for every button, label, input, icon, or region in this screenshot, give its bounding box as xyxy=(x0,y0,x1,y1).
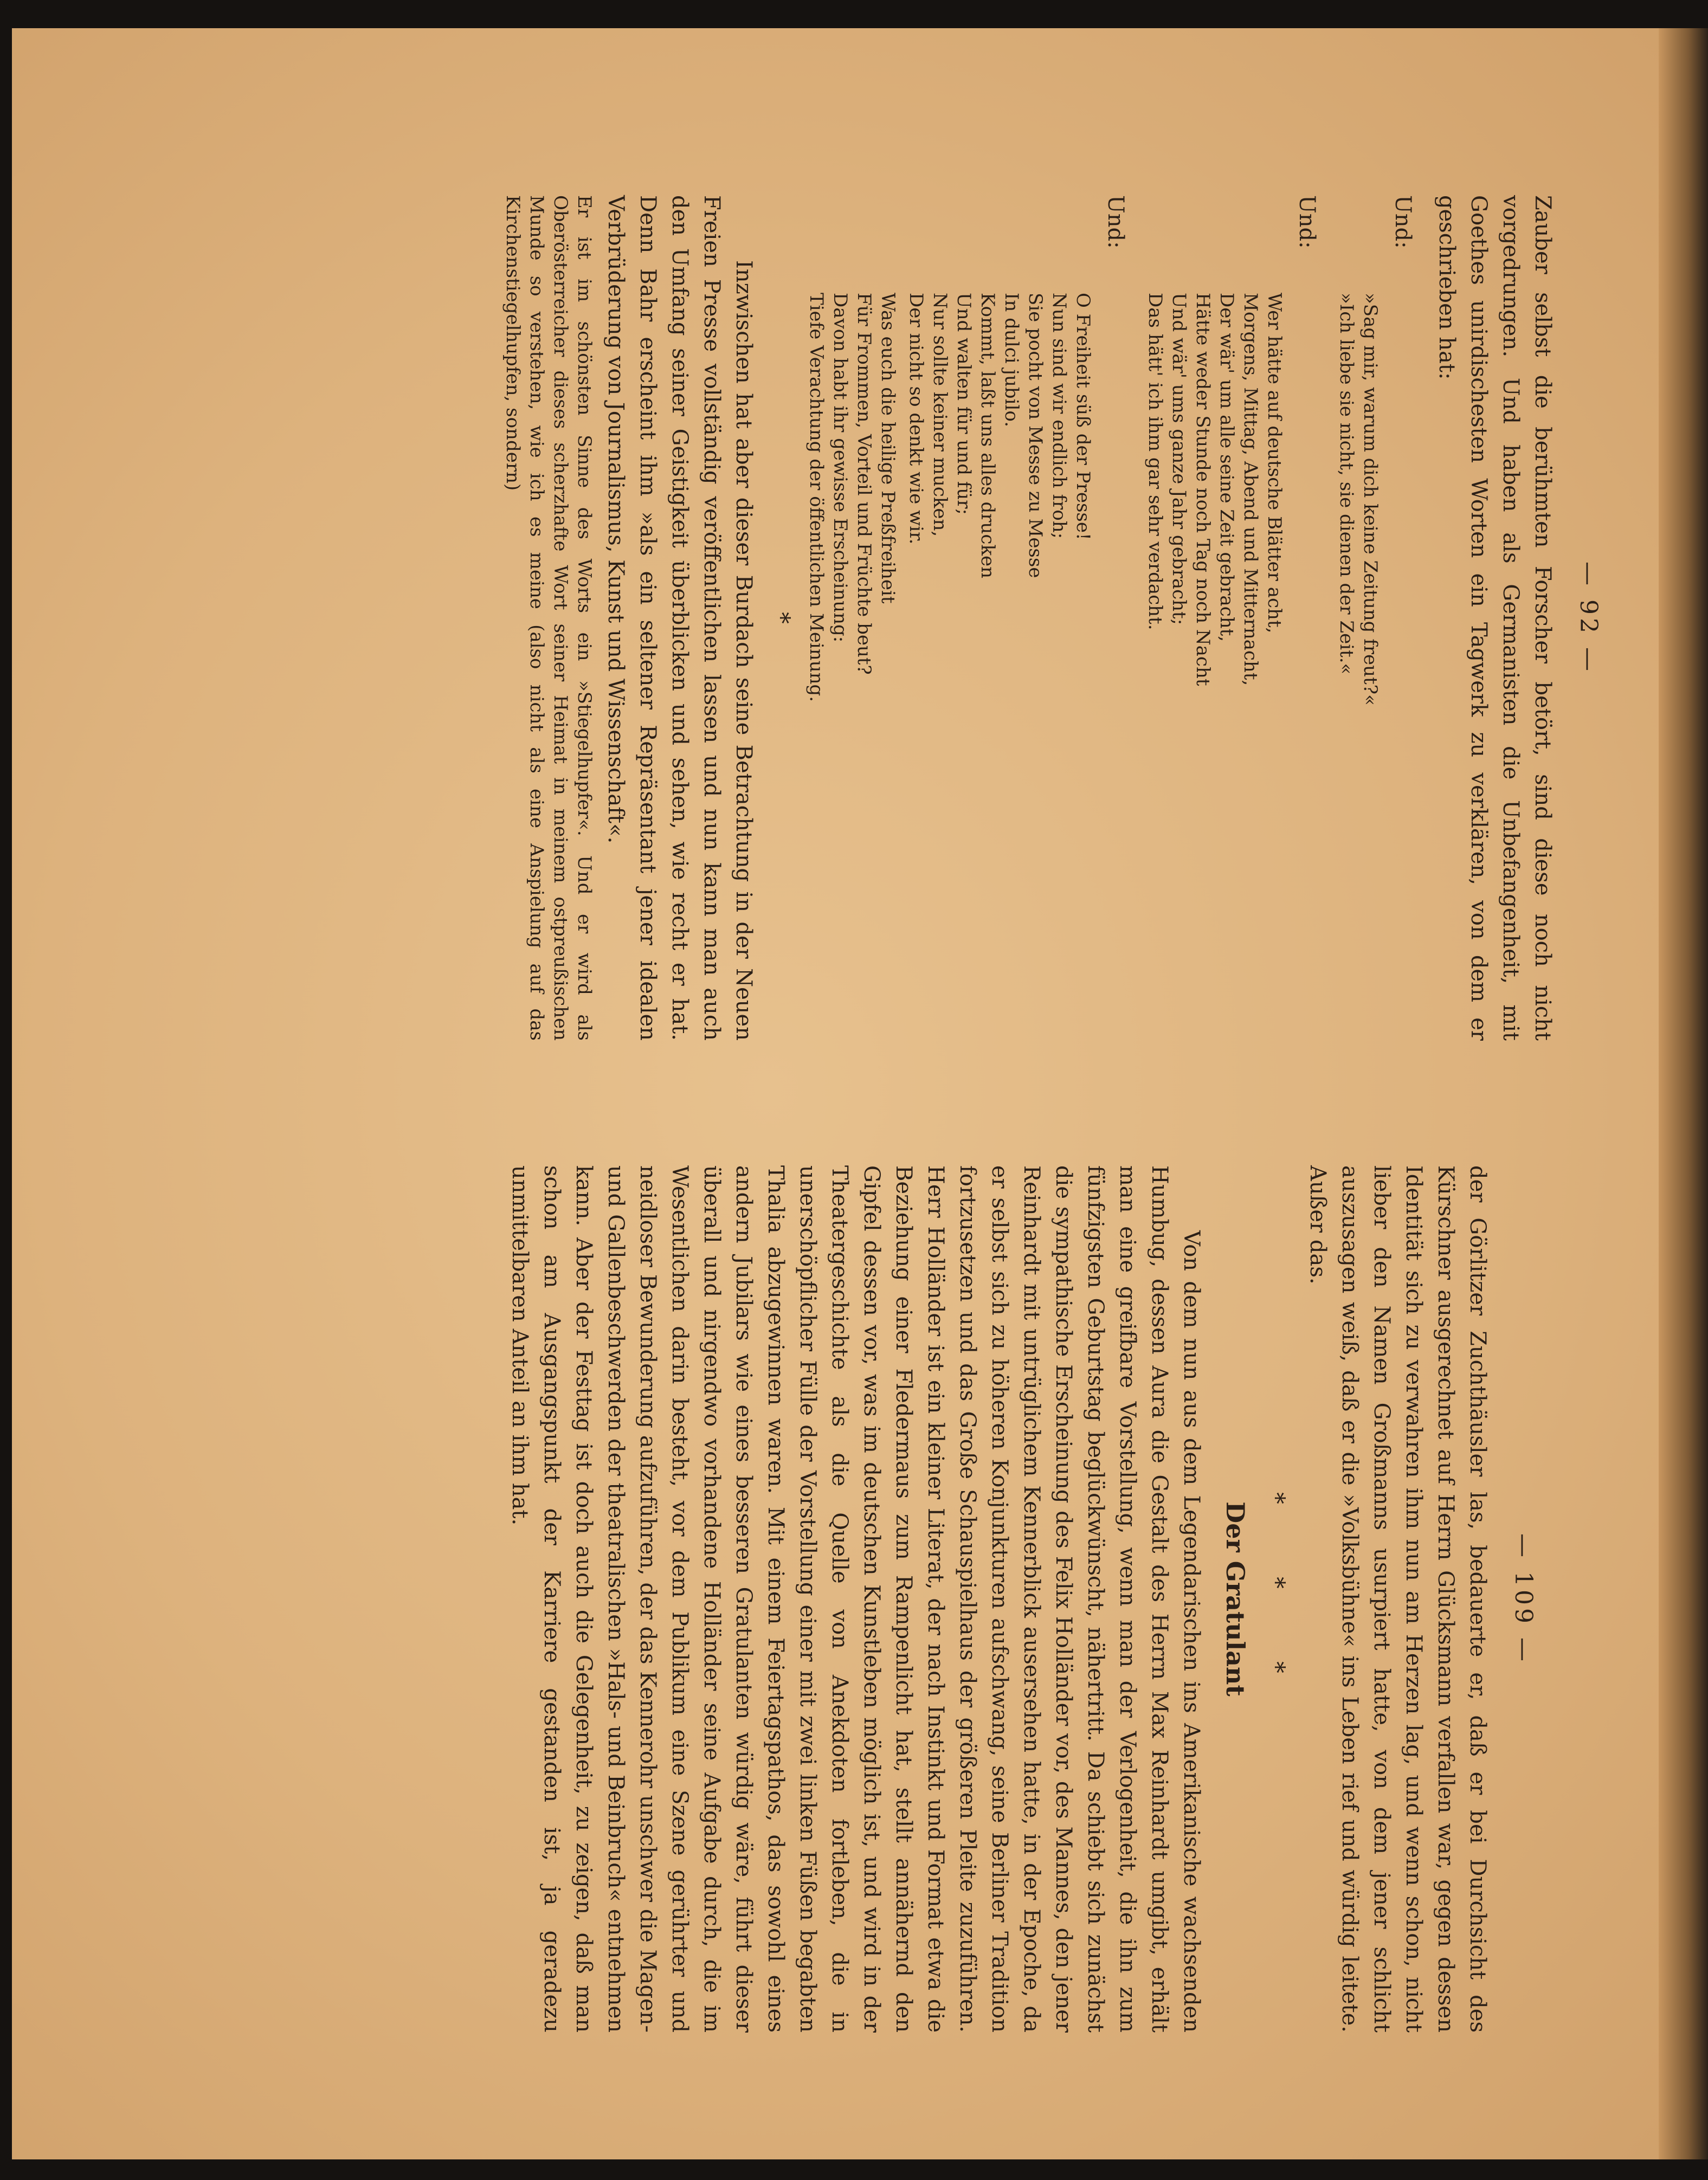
page-92 xyxy=(501,195,1604,1041)
goethe-quote xyxy=(1335,293,1382,1041)
verse-block-2 xyxy=(904,293,1095,1041)
verse-line: Und wär' ums ganze Jahr gebracht; xyxy=(1168,293,1190,625)
body-paragraph: Von dem nun aus dem Legendarischen ins Amerikanische wachsenden Humbug, dessen Aura die Gestalt des Herrn Max Reinhardt umgibt, erhält man eine greifbare Vorstellung, wenn man der Verlogenheit, die ihn zum fünfzigsten Geburtstag beglückwünscht, nähertritt. Da schiebt sich zunächst die sympathische Erscheinung des Felix Holländer vor, des Mannes, den jener Reinhardt mit untrüglichem Kennerblick ausersehen hatte, in der Epoche, da er selbst sich zu höheren Konjunkturen aufschwang, seine Berliner Tradition fortzusetzen und das Große Schauspielhaus der größeren Pleite zuzuführen. Herr Holländer ist ein kleiner Literat, der nach Instinkt und Format etwa die Beziehung einer Fledermaus zum Rampenlicht hat, stellt annähernd den Gipfel dessen vor, was im deutschen Kunstleben möglich ist, und wird in der Theatergeschichte als die Quelle von Anekdoten fortleben, die in unerschöpflicher Fülle der Vorstellung einer mit zwei linken Füßen begabten Thalia abzugewinnen waren. Mit einem Feiertagspathos, das sowohl eines andern Jubilars wie eines besseren Gratulanten würdig wäre, führt dieser überall und nirgendwo vorhandene Holländer seine Aufgabe durch, die im Wesentlichen darin besteht, vor dem Publikum eine Szene gerührter und neidloser Bewunderung aufzuführen, der das Kennerohr unschwer die Magen- und Gallenbeschwerden der theatralischen »Hals- und Beinbruch« entnehmen kann. Aber der Festtag ist doch auch die Gelegenheit, zu zeigen, daß man schon am Ausgangspunkt der Karriere gestanden ist, ja geradezu unmittelbaren Anteil an ihm hat. xyxy=(507,1165,1204,2033)
verse-block-1 xyxy=(1143,293,1286,1041)
page-number: — 109 — xyxy=(1510,1533,1537,1665)
section-separator: * * * xyxy=(1262,1492,1290,1706)
verse-line: O Freiheit süß der Presse! xyxy=(1072,293,1094,540)
section-separator: * xyxy=(767,612,795,624)
verse-line: In dulci jubilo. xyxy=(1001,293,1022,428)
section-heading: Der Gratulant xyxy=(1221,1501,1250,1697)
verse-line: Sie pocht von Messe zu Messe xyxy=(1024,293,1046,578)
scan-border-top xyxy=(0,0,1708,28)
verse-line: Und walten für und für; xyxy=(953,293,975,515)
verse-line: Davon habt ihr gewisse Erscheinung: xyxy=(829,293,851,643)
und-label: Und: xyxy=(1103,195,1128,249)
verse-line: Was euch die heilige Preßfreiheit xyxy=(877,293,899,604)
verse-line: »Ich liebe sie nicht, sie dienen der Zeit.« xyxy=(1336,293,1357,675)
page-109 xyxy=(504,1165,1539,2033)
verse-line: Kommt, laßt uns alles drucken xyxy=(977,293,998,579)
verse-line: Wer hätte auf deutsche Blätter acht, xyxy=(1264,293,1285,634)
scan-border-bottom xyxy=(0,2159,1708,2180)
verse-line: »Sag mir, warum dich keine Zeitung freut?« xyxy=(1359,293,1381,706)
verse-line: Morgens, Mittag, Abend und Mitternacht, xyxy=(1240,293,1261,686)
intro-paragraph: Zauber selbst die berühmten Forscher betört, sind diese noch nicht vorgedrungen. Und haben als Germanisten die Unbefangenheit, mit Goethes unirdischesten Worten ein Tagwerk zu verklären, von dem er geschrieben hat: xyxy=(1434,195,1555,1041)
verse-line: Nur sollte keiner mucken, xyxy=(929,293,951,537)
verse-line: Der wär' um alle seine Zeit gebracht, xyxy=(1216,293,1238,642)
page-number: — 92 — xyxy=(1575,562,1602,674)
footnote: Er ist im schönsten Sinne des Worts ein »Stiegelhupfer«. Und er wird als Oberösterreicher dieses scherzhafte Wort seiner Heimat in meinem ostpreußischen Munde so verstehen, wie ich es meine (also nicht als eine Anspielung auf das Kirchenstiegelhupfen, sondern) xyxy=(502,195,595,1041)
verse-line: Der nicht so denkt wie wir. xyxy=(905,293,927,545)
verse-line: Nun sind wir endlich froh; xyxy=(1048,293,1070,539)
body-paragraph: Inzwischen hat aber dieser Burdach seine Betrachtung in der Neuen Freien Presse vollständig veröffentlichen lassen und nun kann man auch den Umfang seiner Geistigkeit überblicken und sehen, wie recht er hat. Denn Bahr erscheint ihm »als ein seltener Repräsentant jener idealen Verbrüderung von Journalismus, Kunst und Wissenschaft«. xyxy=(603,195,756,1041)
verse-line: Für Frommen, Vorteil und Früchte beut? xyxy=(853,293,875,675)
intro-paragraph: der Görlitzer Zuchthäusler las, bedauerte er, daß er bei Durchsicht des Kürschner ausgerechnet auf Herrn Glücksmann verfallen war, gegen dessen Identität sich zu verwahren ihm nun am Herzen lag, und wenn schon, nicht lieber den Namen Großmanns usurpiert hatte, von dem jener schlicht auszusagen weiß, daß er die »Volksbühne« ins Leben rief und würdig leitete. Außer das. xyxy=(1305,1165,1490,2033)
und-label: Und: xyxy=(1294,195,1319,249)
und-label: Und: xyxy=(1390,195,1415,249)
verse-line: Hätte weder Stunde noch Tag noch Nacht xyxy=(1192,293,1214,686)
book-spine-gutter xyxy=(1659,28,1708,2159)
verse-line: Tiefe Verachtung der öffentlichen Meinung. xyxy=(805,293,827,702)
scan-border-left xyxy=(0,0,12,2180)
verse-line: Das hätt' ich ihm gar sehr verdacht. xyxy=(1144,293,1166,630)
verse-block-3 xyxy=(804,293,900,1041)
